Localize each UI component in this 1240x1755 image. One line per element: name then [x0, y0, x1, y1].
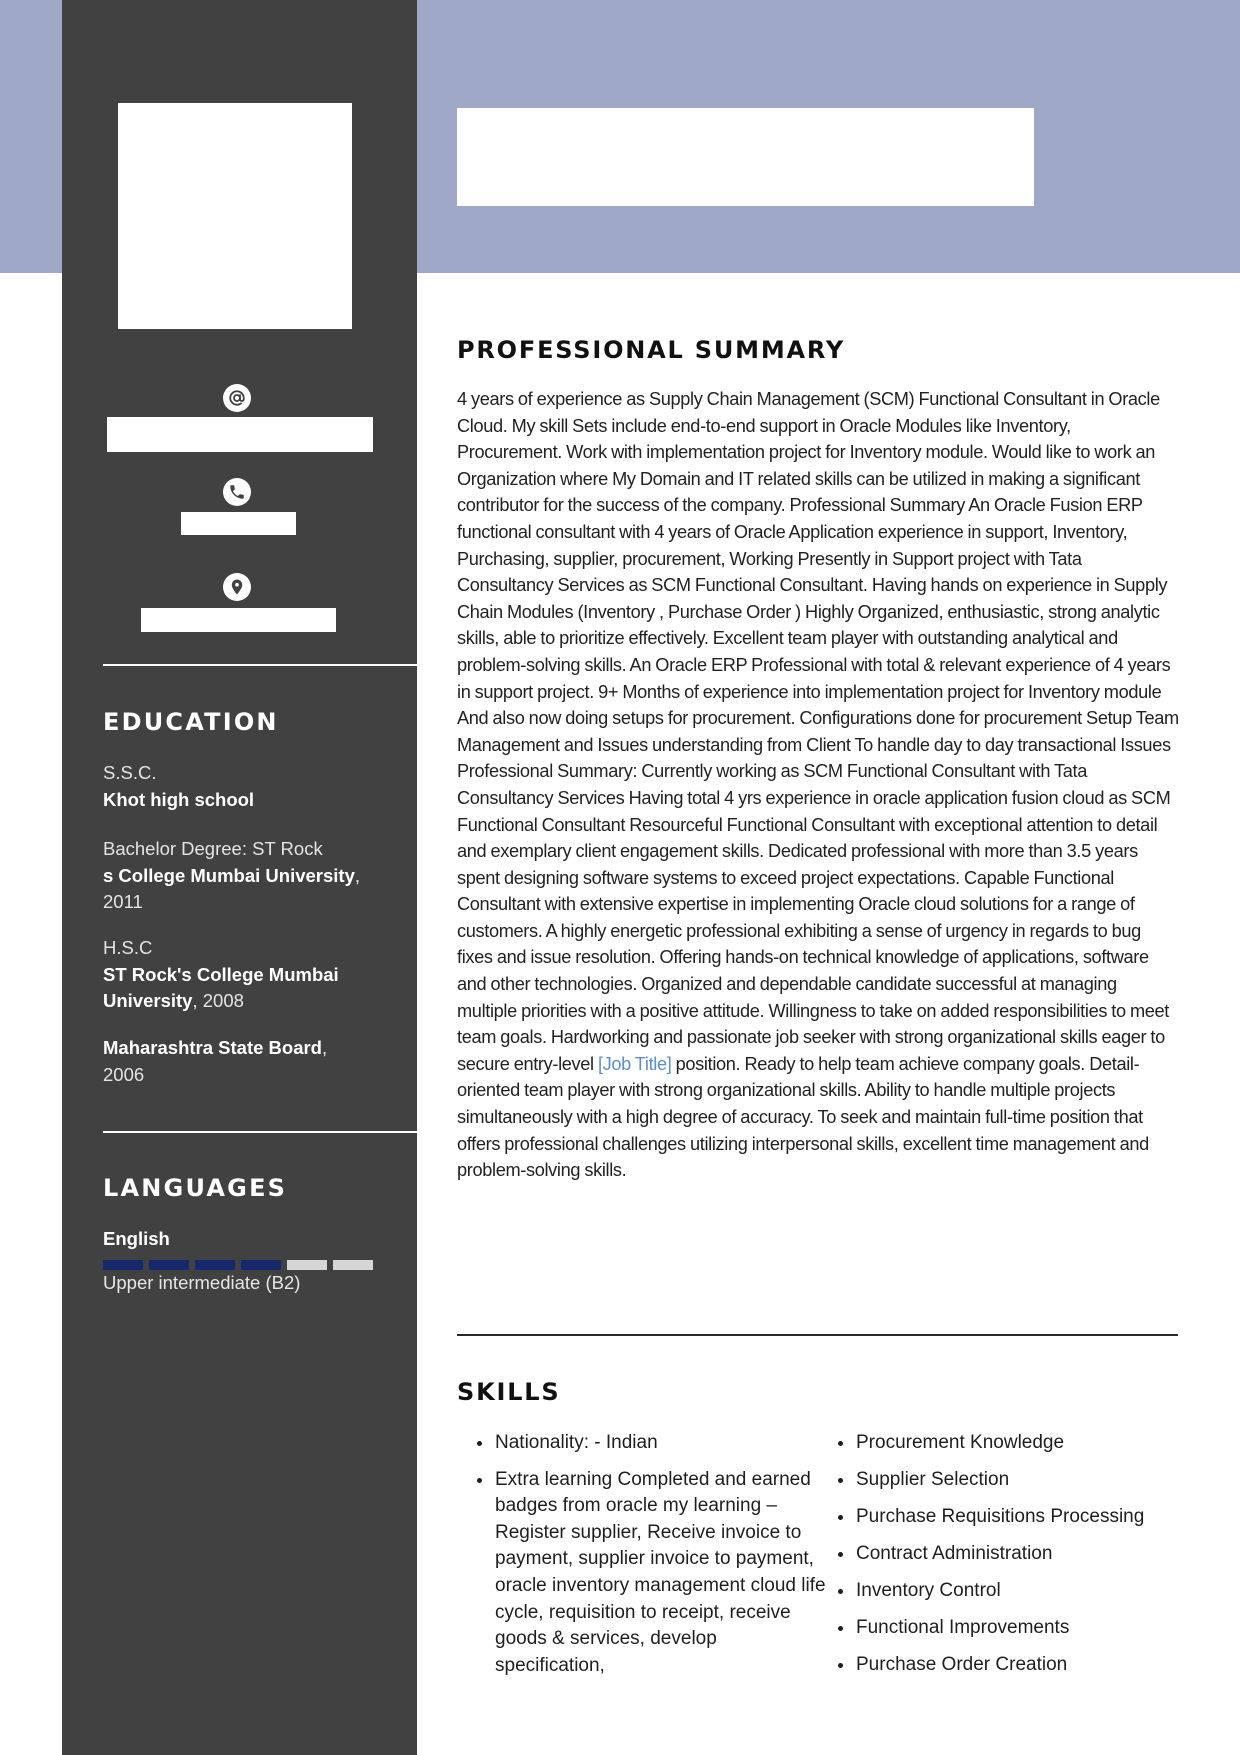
phone-field	[181, 512, 296, 535]
language-level: Upper intermediate (B2)	[103, 1272, 301, 1293]
proficiency-segment-empty	[333, 1260, 373, 1270]
education-entry: H.S.C ST Rock's College Mumbai University, 2008	[103, 935, 388, 1015]
name-placeholder	[457, 108, 1034, 206]
skill-item: Nationality: - Indian	[457, 1430, 827, 1457]
proficiency-segment-filled	[195, 1260, 235, 1270]
profile-photo-placeholder	[118, 103, 352, 329]
skill-item: Purchase Order Creation	[818, 1652, 1218, 1679]
sidebar-divider	[103, 664, 417, 666]
education-institution: Khot high school	[103, 788, 255, 810]
proficiency-segment-filled	[103, 1260, 143, 1270]
skills-heading: SKILLS	[457, 1378, 561, 1406]
summary-text-part: position. Ready to help team achieve company goals. Detail-oriented team player with strong organizational skills. Ability to handle multiple projects simultaneously with a high degree of accuracy. To seek and maintain full-time position that offers professional challenges utilizing interpersonal skills, excellent time management and problem-solving skills.	[457, 1053, 1149, 1181]
skills-list-left	[457, 1430, 827, 1689]
skill-item: Supplier Selection	[818, 1467, 1218, 1494]
skill-item: Extra learning Completed and earned badges from oracle my learning – Register supplier, Receive invoice to payment, supplier invoice to payment, oracle inventory management cloud life cycle, requisition to receipt, receive goods & services, develop specification,	[457, 1467, 827, 1680]
address-field	[141, 608, 336, 632]
proficiency-segment-empty	[287, 1260, 327, 1270]
summary-text-part: 4 years of experience as Supply Chain Management (SCM) Functional Consultant in Oracle Cloud. My skill Sets include end-to-end support in Oracle Modules like Inventory, Procurement. Work with implementation project for Inventory module. Would like to work an Organization where My Domain and IT related skills can be utilized in making a significant contributor for the success of the company. Professional Summary An Oracle Fusion ERP functional consultant with 4 years of Oracle Application experience in support, Inventory, Purchasing, supplier, procurement, Working Presently in Support project with Tata Consultancy Services as SCM Functional Consultant. Having hands on experience in Supply Chain Modules (Inventory , Purchase Order ) Highly Organized, enthusiastic, strong analytic skills, able to prioritize effectively. Excellent team player with outstanding analytical and problem-solving skills. An Oracle ERP Professional with total & relevant experience of 4 years in support project. 9+ Months of experience into implementation project for Inventory module And also now doing setups for procurement. Configurations done for procurement Setup Team Management and Issues understanding from Client To handle day to day transactional Issues Professional Summary: Currently working as SCM Functional Consultant with Tata Consultancy Services Having total 4 yrs experience in oracle application fusion cloud as SCM Functional Consultant Resourceful Functional Consultant with exceptional attention to detail and exemplary client engagement skills. Dedicated professional with more than 3.5 years spent designing software systems to exceed project expectations. Capable Functional Consultant with extensive expertise in implementing Oracle cloud solutions for a range of customers. A highly energetic professional exhibiting a sense of urgency in regards to bug fixes and issue resolution. Offering hands-on technical knowledge of applications, software and other technologies. Organized and dependable candidate successful at managing multiple priorities with a positive attitude. Willingness to take on added responsibilities to meet team goals. Hardworking and passionate job seeker with strong organizational skills eager to secure entry-level	[457, 389, 1179, 1074]
phone-icon	[223, 478, 251, 506]
education-entry: Bachelor Degree: ST Rock s College Mumbai University, 2011	[103, 836, 388, 916]
skill-item: Functional Improvements	[818, 1615, 1218, 1642]
education-year: 2006	[103, 1063, 145, 1085]
at-sign-icon	[223, 384, 251, 412]
education-entry: Maharashtra State Board, 2006	[103, 1035, 388, 1088]
education-year: 2011	[103, 891, 143, 912]
proficiency-segment-filled	[241, 1260, 281, 1270]
education-institution: s College Mumbai University	[103, 864, 355, 886]
education-degree: H.S.C	[103, 937, 153, 958]
education-degree: S.S.C.	[103, 762, 157, 783]
skill-item: Procurement Knowledge	[818, 1430, 1218, 1457]
skill-item: Contract Administration	[818, 1541, 1218, 1568]
education-institution: ST Rock's College Mumbai University	[103, 963, 339, 1011]
education-institution: Maharashtra State Board	[103, 1037, 322, 1058]
proficiency-segment-filled	[149, 1260, 189, 1270]
education-degree: Bachelor Degree: ST Rock	[103, 838, 323, 859]
languages-heading: LANGUAGES	[103, 1174, 288, 1202]
language-proficiency-bar	[103, 1260, 373, 1270]
location-pin-icon	[223, 573, 251, 601]
skill-item: Purchase Requisitions Processing	[818, 1504, 1218, 1531]
section-divider	[457, 1334, 1178, 1336]
summary-heading: PROFESSIONAL SUMMARY	[457, 336, 846, 364]
skills-list-right	[818, 1430, 1218, 1689]
education-year: 2008	[202, 990, 244, 1011]
education-entry	[103, 760, 388, 813]
education-heading: EDUCATION	[103, 708, 279, 736]
language-name: English	[103, 1228, 170, 1249]
job-title-placeholder: [Job Title]	[597, 1053, 672, 1074]
email-field	[107, 417, 373, 452]
sidebar-divider	[103, 1131, 417, 1133]
summary-text	[457, 386, 1179, 1184]
skill-item: Inventory Control	[818, 1578, 1218, 1605]
